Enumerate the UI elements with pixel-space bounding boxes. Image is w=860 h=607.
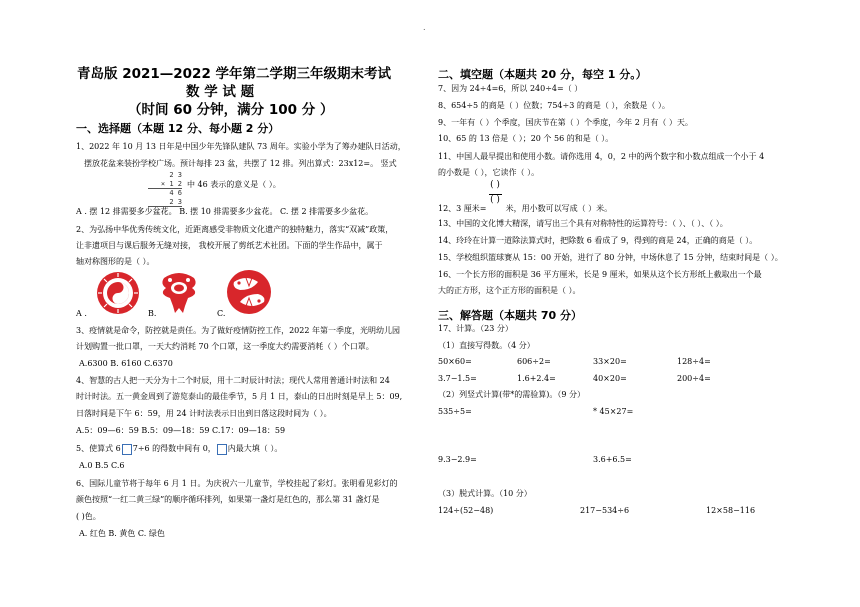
q4-line3: 日落时间是下午 6：59，用 24 计时法表示日出到日落这段时间为（ ）。: [76, 409, 332, 418]
q1-line3: 中 46 表示的意义是（ ）。: [187, 180, 281, 189]
q5-suffix: 内最大填（ ）。: [227, 444, 283, 453]
vertical-calc-item: 535÷5=: [438, 407, 472, 416]
q13: 13、中国的文化博大精深，请写出三个具有对称特性的运算符号：（ ）、（ ）、（ ）。: [438, 219, 728, 228]
q6-line2: 颜色按照“一红二黄三绿”的顺序循环排列，如果第一盏灯是红色的，那么第 31 盏灯是: [76, 495, 380, 504]
calc-item: 3.7−1.5=: [438, 374, 477, 383]
q17-part3: （3）脱式计算。（10 分）: [438, 489, 532, 498]
section3-heading: 三、解答题（本题共 70 分）: [438, 309, 582, 322]
q5-options: A.0 B.5 C.6: [79, 461, 125, 470]
q16-line2: 大的正方形，这个正方形的面积是（ ）。: [438, 286, 581, 295]
calc-item: 128÷4=: [677, 357, 711, 366]
calc-item: 606÷2=: [517, 357, 551, 366]
section1-heading: 一、选择题（本题 12 分、每小题 2 分）: [76, 122, 280, 135]
calc-item: 1.6+2.4=: [517, 374, 556, 383]
q4-options: A.5：09—6：59 B.5：09—18：59 C.17：09—18：59: [76, 426, 286, 435]
q11-line1: 11、中国人最早提出和使用小数。请你选用 4，0，2 中的两个数字和小数点组成一个小于 4: [438, 152, 765, 161]
q12-prefix: 12、3 厘米=: [438, 204, 487, 213]
papercut-lantern-image: [158, 268, 200, 314]
q5-middle: 7÷6 的得数中间有 0，: [132, 444, 216, 453]
q17-part2: （2）列竖式计算(带*的需验算)。（9 分）: [438, 390, 585, 399]
q2-line3: 轴对称图形的是（ ）。: [76, 257, 155, 266]
vertical-line: × 1 2: [148, 180, 182, 190]
vertical-line: 4 6: [169, 189, 182, 197]
q15: 15、学校组织篮球赛从 15：00 开始，进行了 80 分钟，中场休息了 15 分钟，结束时间是（ ）。: [438, 253, 783, 262]
papercut-bagua-image: [94, 270, 142, 316]
q17-part1: （1）直接写得数。（4 分）: [438, 341, 535, 350]
q6-line1: 6、国际儿童节将于每年 6 月 1 日。为庆祝六一儿童节，学校挂起了彩灯。张明看见彩灯的: [76, 479, 398, 488]
exam-subject: 数 学 试 题: [186, 84, 255, 100]
q2-option-c: C.: [217, 309, 226, 318]
vertical-line: 2 3: [148, 198, 182, 208]
q2-line2: 让非遗项目与课后服务无缝对接， 我校开展了剪纸艺术社团。下面的学生作品中，属于: [76, 241, 383, 250]
exam-title: 青岛版 2021—2022 学年第二学期三年级期末考试: [77, 66, 392, 82]
q4-line1: 4、智慧的古人把一天分为十二个时辰，用十二时辰计时法；现代人常用普通计时法和 24: [76, 376, 390, 385]
fraction-blank: [489, 180, 503, 211]
fraction-numerator-paren: ( ): [490, 180, 500, 190]
q5-prefix: 5、使算式 6: [76, 444, 121, 453]
mixed-calc-item: 124÷(52−48): [438, 506, 494, 515]
q8: 8、654÷5 的商是（ ）位数；754÷3 的商是（ ），余数是（ ）。: [438, 101, 670, 110]
q3-line2: 计划购置一批口罩，一天大约消耗 70 个口罩，这一季度大约需要消耗（ ）个口罩。: [76, 342, 374, 351]
q6-line3: ( )色。: [76, 512, 101, 521]
q3-options: A.6300 B. 6160 C.6370: [79, 359, 173, 368]
q2-option-b: B.: [148, 309, 157, 318]
q5-blank-box: [217, 444, 227, 455]
vertical-calc-item: 3.6+6.5=: [593, 455, 632, 464]
calc-item: 50×60=: [438, 357, 472, 366]
q17: 17、计算。（23 分）: [438, 324, 513, 333]
q12: [438, 180, 613, 214]
q5-text: [76, 443, 282, 455]
mixed-calc-item: 217−534÷6: [580, 506, 630, 515]
vertical-calc-item: 9.3−2.9=: [438, 455, 477, 464]
q2-option-a: A .: [76, 309, 87, 318]
q11-line2: 的小数是（ ），它读作（ ）。: [438, 168, 540, 177]
vertical-line: 2 3: [169, 171, 182, 179]
mixed-calc-item: 12×58−116: [706, 506, 756, 515]
vertical-calc-item: * 45×27=: [593, 407, 634, 416]
papercut-fish-image: [226, 268, 272, 316]
calc-item: 33×20=: [593, 357, 627, 366]
q3-line1: 3、疫情就是命令，防控就是责任。为了做好疫情防控工作，2022 年第一季度，光明幼儿园: [76, 326, 400, 335]
calc-item: 40×20=: [593, 374, 627, 383]
calc-item: 200÷4=: [677, 374, 711, 383]
exam-time: （时间 60 分钟，满分 100 分 ）: [128, 102, 334, 118]
q1-options: A . 摆 12 排需要多少盆花。 B. 摆 10 排需要多少盆花。 C. 摆 2 排需要多少盆花。: [76, 207, 374, 216]
q1-line1: 1、2022 年 10 月 13 日年是中国少年先锋队建队 73 周年。实验小学为了筹办建队日活动，: [76, 142, 406, 151]
q9: 9、一年有（ ）个季度，国庆节在第（ ）个季度，今年 2 月有（ ）天。: [438, 118, 693, 127]
q16-line1: 16、一个长方形的面积是 36 平方厘米，长是 9 厘米，如果从这个长方形纸上截取出一个最: [438, 270, 762, 279]
q1-line2: 摆放花盆来装扮学校广场。预计每排 23 盆，共摆了 12 排。列出算式：23x12=。 竖式: [84, 159, 397, 168]
q2-line1: 2、为弘扬中华优秀传统文化，近距离感受非物质文化遗产的独特魅力，落实“双减”政策，: [76, 225, 394, 234]
page-dot: .: [423, 23, 426, 32]
q10: 10、65 的 13 倍是（ ）；20 个 56 的和是（ ）。: [438, 134, 614, 143]
q14: 14、玲玲在计算一道除法算式时，把除数 6 看成了 9，得到的商是 24，正确的商是（ ）。: [438, 236, 758, 245]
section2-heading: 二、填空题（本题共 20 分，每空 1 分。）: [438, 68, 647, 81]
q12-suffix: 米，用小数可以写成（ ）米。: [505, 204, 613, 213]
q5-blank-box: [122, 444, 132, 455]
q4-line2: 时计时法。五一黄金周到了游览泰山的最佳季节，5 月 1 日，泰山的日出时刻是早上 5：09,: [76, 392, 403, 401]
q6-options: A. 红色 B. 黄色 C. 绿色: [79, 529, 165, 538]
fraction-denominator-paren: ( ): [490, 195, 500, 205]
q7: 7、因为 24÷4=6，所以 240÷4=（ ）: [438, 84, 583, 93]
